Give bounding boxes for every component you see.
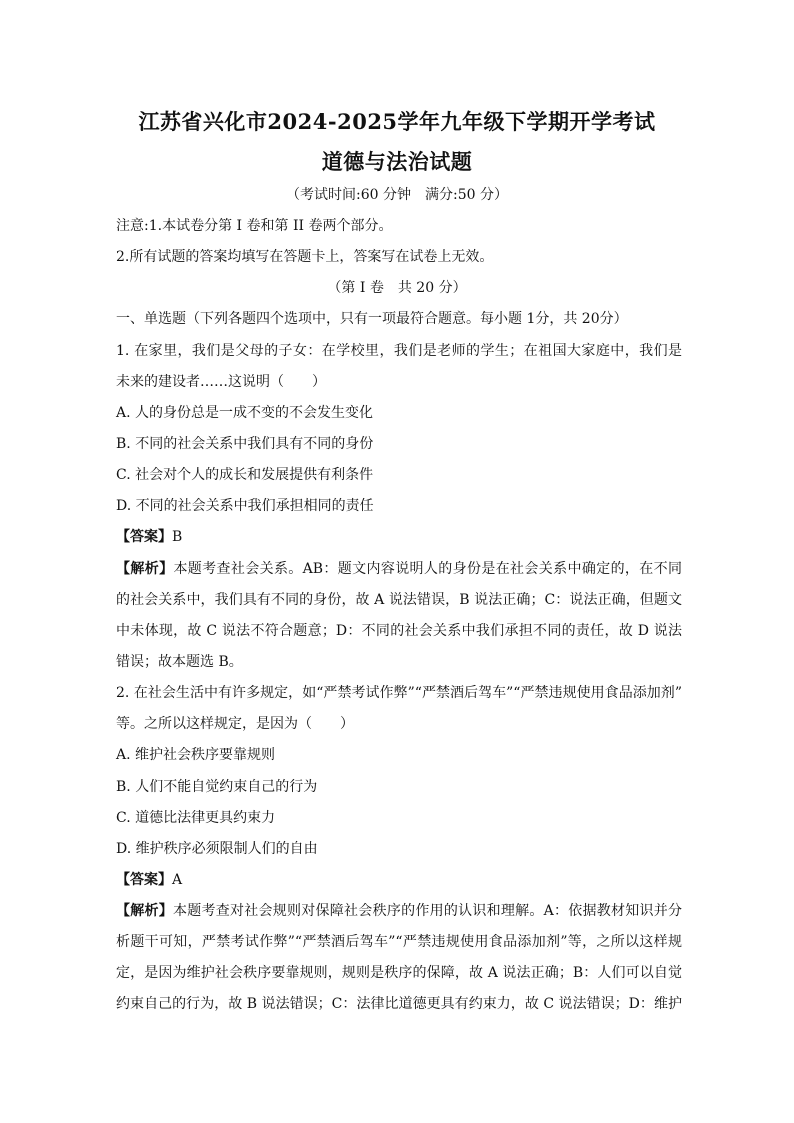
answer-label: 【答案】 [116,872,172,888]
analysis-label: 【解析】 [116,561,174,577]
exam-title: 江苏省兴化市2024-2025学年九年级下学期开学考试 [138,109,656,134]
note-2: 2.所有试题的答案均填写在答题卡上，答案写在试卷上无效。 [116,249,494,265]
question-1-option-b: B. 不同的社会关系中我们具有不同的身份 [116,436,374,452]
question-1-option-d: D. 不同的社会关系中我们承担相同的责任 [116,498,374,514]
section-heading: 一、单选题（下列各题四个选项中，只有一项最符合题意。每小题 1分，共 20分） [116,311,628,327]
exam-info: （考试时间:60 分钟 满分:50 分） [286,187,508,203]
question-2-analysis-line-4: 约束自己的行为，故 B 说法错误；C：法律比道德更具有约束力，故 C 说法错误；D：维护 [116,996,682,1012]
question-2-analysis-line-2: 析题干可知，严禁考试作弊”“严禁酒后驾车”“严禁违规使用食品添加剂”等，之所以这样规 [116,934,682,950]
analysis-text: 本题考查对社会规则对保障社会秩序的作用的认识和理解。A：依据教材知识并分 [173,903,683,919]
question-1-analysis-line-1 [116,561,682,577]
question-1-stem-line-2: 未来的建设者……这说明（ ） [116,374,326,390]
question-2-answer [116,872,682,888]
question-1-option-a: A. 人的身份总是一成不变的不会发生变化 [116,405,374,421]
question-1-answer [116,529,682,545]
question-2-stem-line-1: 2. 在社会生活中有许多规定，如“严禁考试作弊”“严禁酒后驾车”“严禁违规使用食品添加剂” [116,685,682,701]
question-2-option-b: B. 人们不能自觉约束自己的行为 [116,779,318,795]
exam-subject-title: 道德与法治试题 [321,149,473,174]
question-1-analysis-line-2: 的社会关系中，我们具有不同的身份，故 A 说法错误，B 说法正确；C：说法正确，但题文 [116,592,682,608]
volume-heading: （第 I 卷 共 20 分） [327,280,467,296]
question-1-analysis-line-4: 错误；故本题选 B。 [116,654,243,670]
answer-value: A [172,872,183,888]
question-2-option-c: C. 道德比法律更具约束力 [116,810,276,826]
question-1-option-c: C. 社会对个人的成长和发展提供有利条件 [116,467,374,483]
answer-label: 【答案】 [116,529,172,545]
note-1: 注意:1.本试卷分第 I 卷和第 II 卷两个部分。 [116,218,393,234]
question-2-stem-line-2: 等。之所以这样规定，是因为（ ） [116,716,354,732]
question-1-stem-line-1: 1. 在家里，我们是父母的子女：在学校里，我们是老师的学生；在祖国大家庭中，我们是 [116,343,682,359]
question-1-analysis-line-3: 中未体现，故 C 说法不符合题意；D：不同的社会关系中我们承担不同的责任，故 D 说法 [116,623,682,639]
question-2-analysis-line-3: 定，是因为维护社会秩序要靠规则，规则是秩序的保障，故 A 说法正确；B：人们可以自觉 [116,965,682,981]
answer-value: B [172,529,183,545]
question-2-analysis-line-1 [116,903,682,919]
analysis-label: 【解析】 [116,903,174,919]
question-2-option-a: A. 维护社会秩序要靠规则 [116,747,276,763]
question-2-option-d: D. 维护秩序必须限制人们的自由 [116,841,318,857]
analysis-text: 本题考查社会关系。AB：题文内容说明人的身份是在社会关系中确定的，在不同 [173,561,682,577]
